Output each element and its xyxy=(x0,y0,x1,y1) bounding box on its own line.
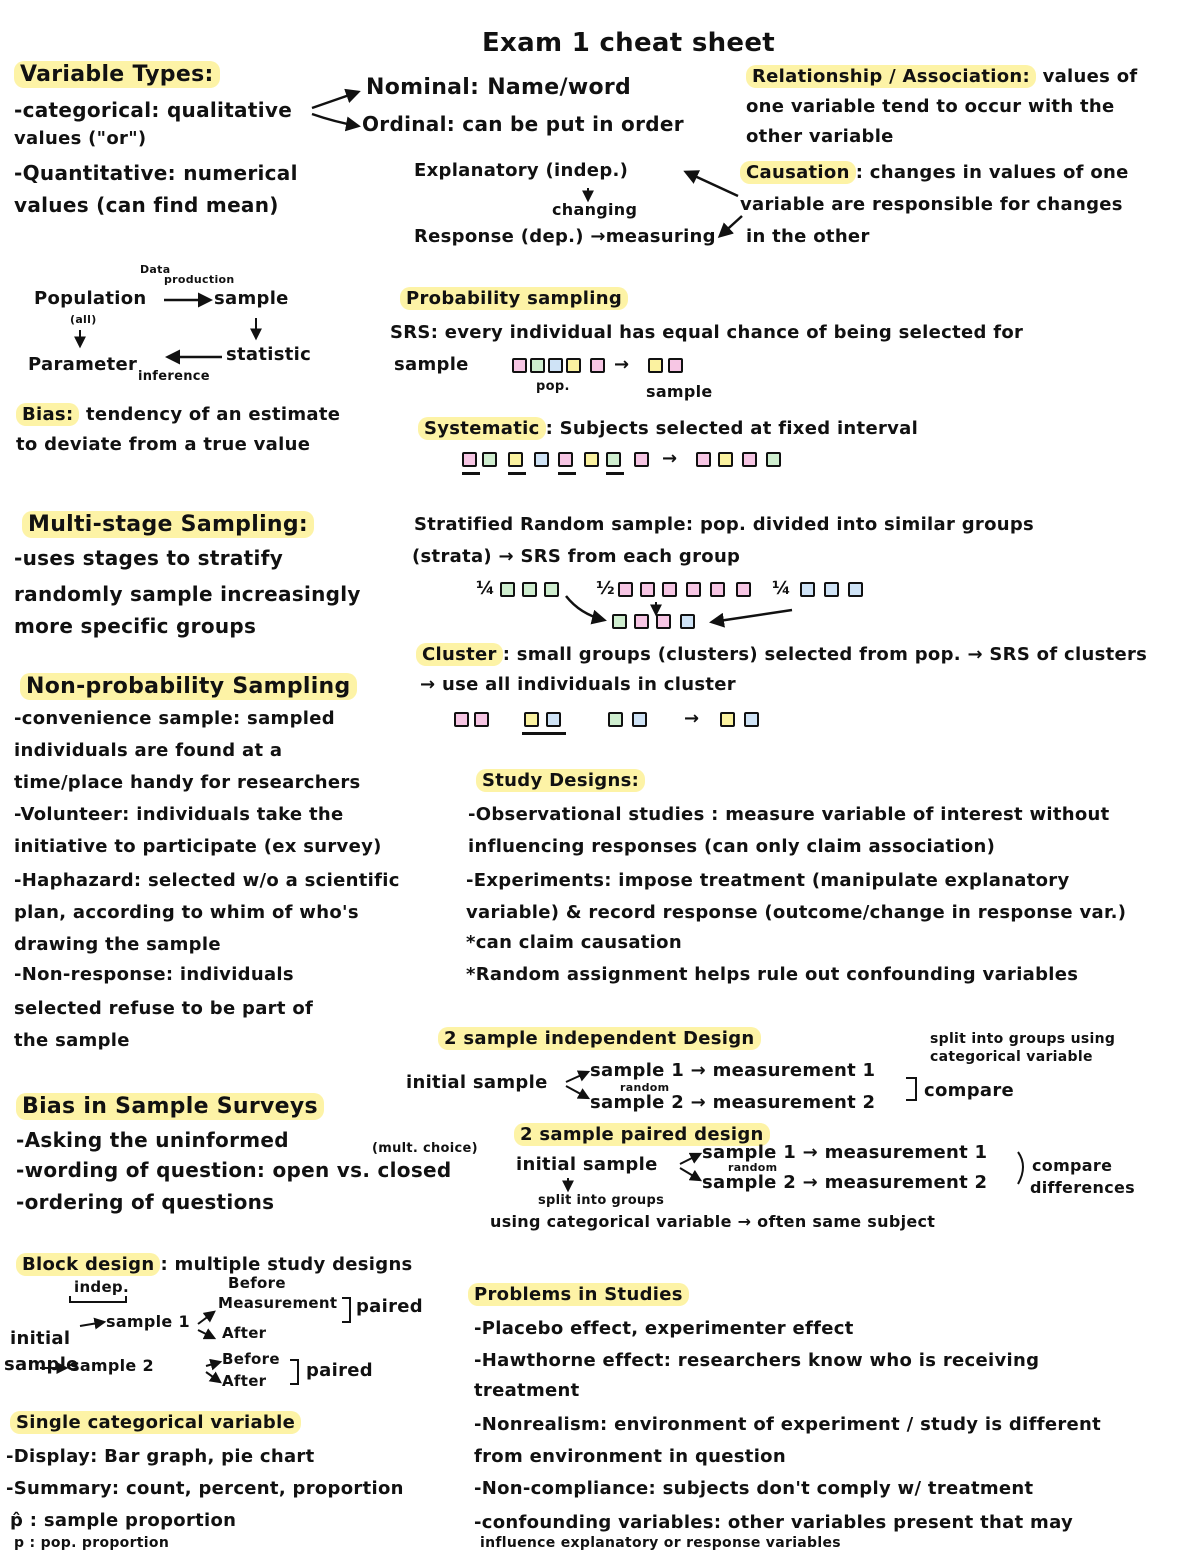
systematic-arrow: → xyxy=(662,448,678,469)
block-before-label-2: Before xyxy=(222,1350,280,1368)
systematic-square xyxy=(558,452,573,467)
independent-design-heading: 2 sample independent Design xyxy=(438,1030,761,1048)
fraction-label: ½ xyxy=(596,578,615,599)
sample-square xyxy=(648,358,663,373)
single-categorical-line: p : pop. proportion xyxy=(14,1535,170,1551)
paired-compare: compare xyxy=(1032,1156,1113,1175)
parameter-label: Parameter xyxy=(28,354,138,375)
block-sample1: sample 1 xyxy=(106,1312,190,1331)
paired-differences: differences xyxy=(1030,1178,1136,1197)
bias-line2: to deviate from a true value xyxy=(16,434,311,455)
population-label: Population xyxy=(34,288,147,309)
srs-line2: sample xyxy=(394,354,469,375)
problems-line: -Placebo effect, experimenter effect xyxy=(474,1318,854,1339)
systematic-sample-square xyxy=(742,452,757,467)
cluster-square xyxy=(454,712,469,727)
variable-types-heading: Variable Types: xyxy=(14,64,220,86)
non-probability-line: -Haphazard: selected w/o a scientific xyxy=(14,870,400,891)
stratum-square xyxy=(500,582,515,597)
pop-label: pop. xyxy=(536,379,570,394)
relationship-definition: Relationship / Association: values of xyxy=(746,68,1138,86)
inference-label: inference xyxy=(138,369,210,384)
categorical-definition: -categorical: qualitative xyxy=(14,98,293,122)
block-after-label-2: After xyxy=(222,1372,267,1390)
bias-surveys-line: -wording of question: open vs. closed xyxy=(16,1158,452,1182)
single-categorical-line: p̂ : sample proportion xyxy=(10,1510,237,1531)
systematic-sample-square xyxy=(766,452,781,467)
systematic-sample-square xyxy=(696,452,711,467)
systematic-square xyxy=(534,452,549,467)
stratum-square xyxy=(544,582,559,597)
stratum-square xyxy=(662,582,677,597)
block-before-label: Before xyxy=(228,1274,286,1292)
multi-stage-line: -uses stages to stratify xyxy=(14,546,284,570)
stratum-square xyxy=(710,582,725,597)
all-label: (all) xyxy=(70,313,97,326)
bias-surveys-line: -Asking the uninformed xyxy=(16,1128,289,1152)
nominal-definition: Nominal: Name/word xyxy=(366,75,632,100)
paired-sample1: sample 1 → measurement 1 xyxy=(702,1142,988,1163)
independent-compare: compare xyxy=(924,1080,1015,1101)
pop-square xyxy=(530,358,545,373)
underline xyxy=(462,472,480,475)
block-after-label: After xyxy=(222,1324,267,1342)
paired-initial-sample: initial sample xyxy=(516,1154,658,1175)
stratum-square xyxy=(522,582,537,597)
study-designs-line: *Random assignment helps rule out confounding variables xyxy=(466,964,1079,985)
cluster-definition: Cluster : small groups (clusters) selected from pop. → SRS of clusters xyxy=(416,646,1147,664)
quantitative-definition-line2: values (can find mean) xyxy=(14,193,279,217)
explanatory-label: Explanatory (indep.) xyxy=(414,160,629,181)
response-label: Response (dep.) →measuring xyxy=(414,226,716,247)
problems-line: from environment in question xyxy=(474,1446,786,1467)
stratified-definition: Stratified Random sample: pop. divided into similar groups xyxy=(414,514,1035,535)
cluster-arrow: → xyxy=(684,708,700,729)
cluster-square xyxy=(524,712,539,727)
systematic-square xyxy=(584,452,599,467)
single-categorical-line: -Display: Bar graph, pie chart xyxy=(6,1446,315,1467)
non-probability-line: selected refuse to be part of xyxy=(14,998,314,1019)
independent-sample1: sample 1 → measurement 1 xyxy=(590,1060,876,1081)
block-design-definition: Block design : multiple study designs xyxy=(16,1256,413,1274)
cluster-square xyxy=(632,712,647,727)
stratified-sample-square xyxy=(612,614,627,629)
problems-line: influence explanatory or response variables xyxy=(480,1535,841,1551)
stratified-line2: (strata) → SRS from each group xyxy=(412,546,741,567)
pop-square xyxy=(512,358,527,373)
pop-square xyxy=(548,358,563,373)
fraction-label: ¼ xyxy=(772,578,791,599)
stratum-square xyxy=(736,582,751,597)
ordinal-definition: Ordinal: can be put in order xyxy=(362,112,684,136)
systematic-square xyxy=(508,452,523,467)
problems-line: -confounding variables: other variables present that may xyxy=(474,1512,1074,1533)
bias-definition: Bias: tendency of an estimate xyxy=(16,406,340,424)
non-probability-line: plan, according to whim of who's xyxy=(14,902,359,923)
block-measurement-label: Measurement xyxy=(218,1294,338,1312)
srs-definition: SRS: every individual has equal chance of being selected for xyxy=(390,322,1024,343)
srs-sample-label: sample xyxy=(646,382,713,401)
stratum-square xyxy=(800,582,815,597)
study-designs-heading: Study Designs: xyxy=(476,772,645,790)
data-label: Data xyxy=(140,263,171,276)
non-probability-line: drawing the sample xyxy=(14,934,221,955)
study-designs-line: -Observational studies : measure variable of interest without xyxy=(468,804,1110,825)
paired-random-label: random xyxy=(728,1161,778,1174)
quantitative-definition: -Quantitative: numerical xyxy=(14,161,298,185)
probability-sampling-heading: Probability sampling xyxy=(400,290,628,308)
block-paired-label: paired xyxy=(356,1296,423,1317)
causation-line3: in the other xyxy=(746,226,870,247)
problems-line: treatment xyxy=(474,1380,580,1401)
study-designs-line: *can claim causation xyxy=(466,932,682,953)
cluster-line2: → use all individuals in cluster xyxy=(420,674,736,695)
srs-arrow: → xyxy=(614,354,630,375)
non-probability-line: time/place handy for researchers xyxy=(14,772,361,793)
statistic-label: statistic xyxy=(226,344,312,365)
systematic-square xyxy=(634,452,649,467)
cluster-square xyxy=(474,712,489,727)
independent-random-label: random xyxy=(620,1081,670,1094)
independent-note-line1: split into groups using xyxy=(930,1031,1116,1047)
sample-label: sample xyxy=(214,288,289,309)
stratum-square xyxy=(686,582,701,597)
systematic-definition: Systematic : Subjects selected at fixed interval xyxy=(418,420,918,438)
production-label: production xyxy=(164,273,235,286)
problems-heading: Problems in Studies xyxy=(468,1286,689,1304)
systematic-square xyxy=(462,452,477,467)
non-probability-line: -Non-response: individuals xyxy=(14,964,294,985)
underline xyxy=(508,472,526,475)
systematic-square xyxy=(482,452,497,467)
single-categorical-heading: Single categorical variable xyxy=(10,1414,301,1432)
paired-split-label: split into groups xyxy=(538,1193,665,1208)
stratum-square xyxy=(640,582,655,597)
independent-sample2: sample 2 → measurement 2 xyxy=(590,1092,876,1113)
block-indep-label: indep. xyxy=(74,1278,129,1296)
independent-initial-sample: initial sample xyxy=(406,1072,548,1093)
block-sample-label: sample xyxy=(4,1354,79,1375)
problems-line: -Hawthorne effect: researchers know who is receiving xyxy=(474,1350,1040,1371)
study-designs-line: variable) & record response (outcome/change in response var.) xyxy=(466,902,1127,923)
multi-stage-line: more specific groups xyxy=(14,614,257,638)
study-designs-line: -Experiments: impose treatment (manipulate explanatory xyxy=(466,870,1070,891)
relationship-line3: other variable xyxy=(746,126,894,147)
multi-stage-heading: Multi-stage Sampling: xyxy=(22,514,314,536)
study-designs-line: influencing responses (can only claim association) xyxy=(468,836,996,857)
underline xyxy=(558,472,576,475)
sample-square xyxy=(668,358,683,373)
non-probability-line: -convenience sample: sampled xyxy=(14,708,335,729)
systematic-square xyxy=(606,452,621,467)
pop-square xyxy=(590,358,605,373)
cluster-square xyxy=(608,712,623,727)
block-sample2: sample 2 xyxy=(70,1356,154,1375)
stratified-sample-square xyxy=(634,614,649,629)
stratum-square xyxy=(618,582,633,597)
paired-using-label: using categorical variable → often same subject xyxy=(490,1212,936,1231)
pop-square xyxy=(566,358,581,373)
categorical-definition-line2: values ("or") xyxy=(14,128,147,149)
non-probability-line: the sample xyxy=(14,1030,130,1051)
non-probability-line: -Volunteer: individuals take the xyxy=(14,804,344,825)
mult-choice-label: (mult. choice) xyxy=(372,1141,478,1156)
non-probability-heading: Non-probability Sampling xyxy=(20,676,357,698)
underline xyxy=(522,732,566,735)
non-probability-line: individuals are found at a xyxy=(14,740,283,761)
stratum-square xyxy=(848,582,863,597)
stratified-sample-square xyxy=(680,614,695,629)
cluster-square xyxy=(546,712,561,727)
causation-line2: variable are responsible for changes xyxy=(740,194,1123,215)
non-probability-line: initiative to participate (ex survey) xyxy=(14,836,382,857)
fraction-label: ¼ xyxy=(476,578,495,599)
multi-stage-line: randomly sample increasingly xyxy=(14,582,361,606)
cluster-sample-square xyxy=(720,712,735,727)
changing-label: changing xyxy=(552,200,638,219)
cluster-sample-square xyxy=(744,712,759,727)
stratified-sample-square xyxy=(656,614,671,629)
independent-note-line2: categorical variable xyxy=(930,1049,1093,1065)
paired-sample2: sample 2 → measurement 2 xyxy=(702,1172,988,1193)
problems-line: -Non-compliance: subjects don't comply w/ treatment xyxy=(474,1478,1034,1499)
block-paired-label-2: paired xyxy=(306,1360,373,1381)
relationship-line2: one variable tend to occur with the xyxy=(746,96,1115,117)
paired-design-heading: 2 sample paired design xyxy=(514,1126,770,1144)
systematic-sample-square xyxy=(718,452,733,467)
block-initial-label: initial xyxy=(10,1328,71,1349)
single-categorical-line: -Summary: count, percent, proportion xyxy=(6,1478,404,1499)
stratum-square xyxy=(824,582,839,597)
underline xyxy=(606,472,624,475)
bias-surveys-heading: Bias in Sample Surveys xyxy=(16,1096,324,1118)
page-title: Exam 1 cheat sheet xyxy=(482,28,776,58)
problems-line: -Nonrealism: environment of experiment / study is different xyxy=(474,1414,1102,1435)
causation-definition: Causation : changes in values of one xyxy=(740,164,1129,182)
bias-surveys-line: -ordering of questions xyxy=(16,1190,275,1214)
